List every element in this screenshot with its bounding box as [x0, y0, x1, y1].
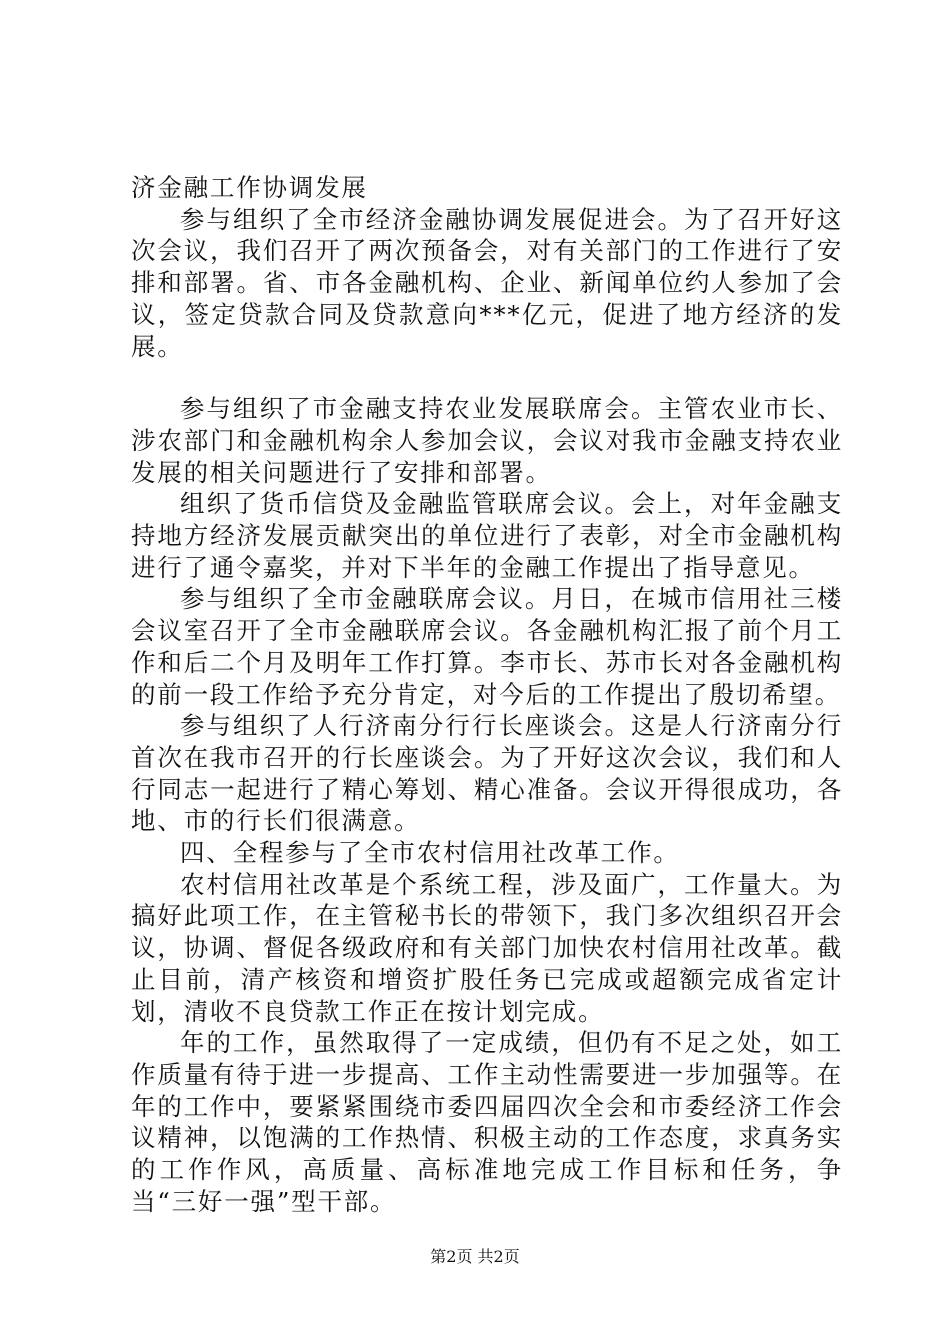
paragraph-summary: 年的工作，虽然取得了一定成绩，但仍有不足之处，如工作质量有待于进一步提高、工作主动性需要进一步加强等。在年的工作中，要紧紧围绕市委四届四次全会和市委经济工作会议精神，以饱满的工作热情、积极主动的工作态度，求真务实的工作作风，高质量、高标准地完成工作目标和任务，争当“三好一强”型干部。 [131, 1028, 843, 1216]
paragraph-credit-supervision-meeting: 组织了货币信贷及金融监管联席会议。会上，对年金融支持地方经济发展贡献突出的单位进行了表彰，对全市金融机构进行了通令嘉奖，并对下半年的金融工作提出了指导意见。 [131, 489, 843, 582]
paragraph-finance-joint-meeting: 参与组织了全市金融联席会议。月日，在城市信用社三楼会议室召开了全市金融联席会议。各金融机构汇报了前个月工作和后二个月及明年工作打算。李市长、苏市长对各金融机构的前一段工作给予充分肯定，对今后的工作提出了殷切希望。 [131, 584, 843, 709]
page-number-footer: 第2页 共2页 [430, 1247, 520, 1266]
paragraph-heading-continuation: 济金融工作协调发展 [131, 173, 368, 202]
paragraph-promotion-meeting: 参与组织了全市经济金融协调发展促进会。为了召开好这次会议，我们召开了两次预备会，对有关部门的工作进行了安排和部署。省、市各金融机构、企业、新闻单位约人参加了会议，签定贷款合同及贷款意向***亿元，促进了地方经济的发展。 [131, 204, 843, 361]
paragraph-agriculture-meeting: 参与组织了市金融支持农业发展联席会。主管农业市长、涉农部门和金融机构余人参加会议，会议对我市金融支持农业发展的相关问题进行了安排和部署。 [131, 394, 843, 487]
document-body [131, 172, 843, 1218]
paragraph-credit-reform: 农村信用社改革是个系统工程，涉及面广，工作量大。为搞好此项工作，在主管秘书长的带领下，我门多次组织召开会议，协调、督促各级政府和有关部门加快农村信用社改革。截止目前，清产核资和增资扩股任务已完成或超额完成省定计划，清收不良贷款工作正在按计划完成。 [131, 869, 843, 1026]
section-heading-credit-reform: 四、全程参与了全市农村信用社改革工作。 [180, 838, 680, 868]
paragraph-branch-president-forum: 参与组织了人行济南分行行长座谈会。这是人行济南分行首次在我市召开的行长座谈会。为了开好这次会议，我们和人行同志一起进行了精心筹划、精心准备。会议开得很成功，各地、市的行长们很满意。 [131, 711, 843, 836]
